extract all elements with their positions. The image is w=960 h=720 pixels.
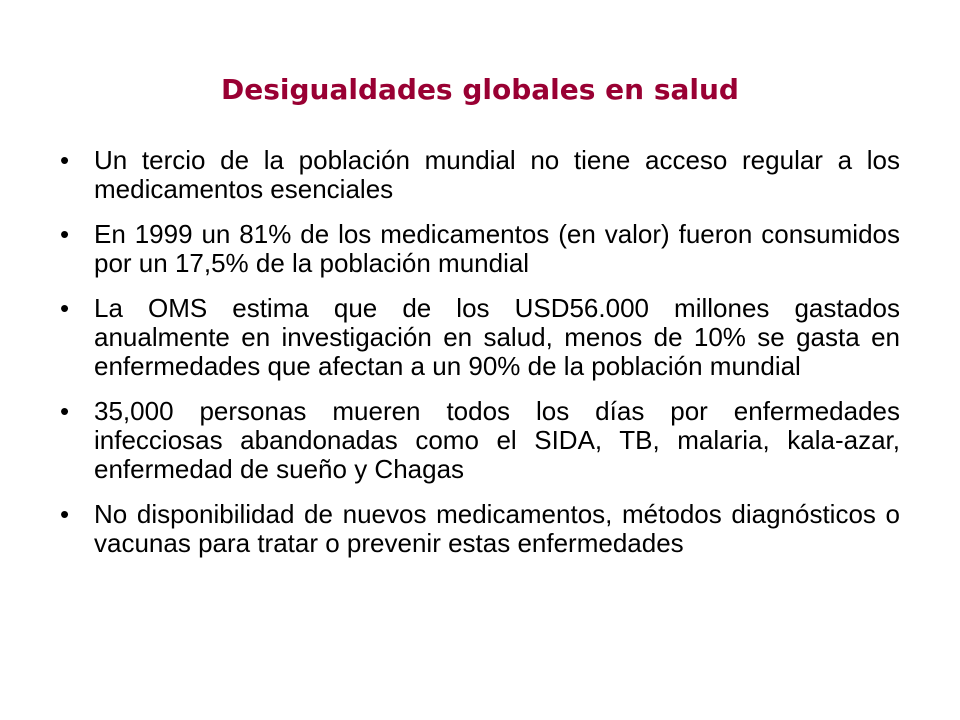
bullet-item-1 (60, 146, 900, 204)
bullet-dot-icon: • (60, 396, 70, 426)
bullet-item-5 (60, 500, 900, 558)
bullet-dot-icon: • (60, 145, 70, 175)
bullet-dot-icon: • (60, 219, 70, 249)
bullet-text: 35,000 personas mueren todos los días por enfermedades infecciosas abandonadas como el SIDA, TB, malaria, kala-azar, enfermedad de sueño y Chagas (94, 396, 900, 484)
bullet-text: No disponibilidad de nuevos medicamentos, métodos diagnósticos o vacunas para tratar o prevenir estas enfermedades (94, 499, 900, 558)
bullet-item-3 (60, 294, 900, 381)
bullet-list (60, 146, 900, 558)
bullet-text: La OMS estima que de los USD56.000 millones gastados anualmente en investigación en salud, menos de 10% se gasta en enfermedades que afectan a un 90% de la población mundial (94, 293, 900, 381)
bullet-text: Un tercio de la población mundial no tiene acceso regular a los medicamentos esenciales (94, 145, 900, 204)
bullet-item-2 (60, 220, 900, 278)
bullet-dot-icon: • (60, 499, 70, 529)
bullet-item-4 (60, 397, 900, 484)
bullet-text: En 1999 un 81% de los medicamentos (en valor) fueron consumidos por un 17,5% de la población mundial (94, 219, 900, 278)
slide-title: Desigualdades globales en salud (221, 73, 739, 106)
bullet-dot-icon: • (60, 293, 70, 323)
